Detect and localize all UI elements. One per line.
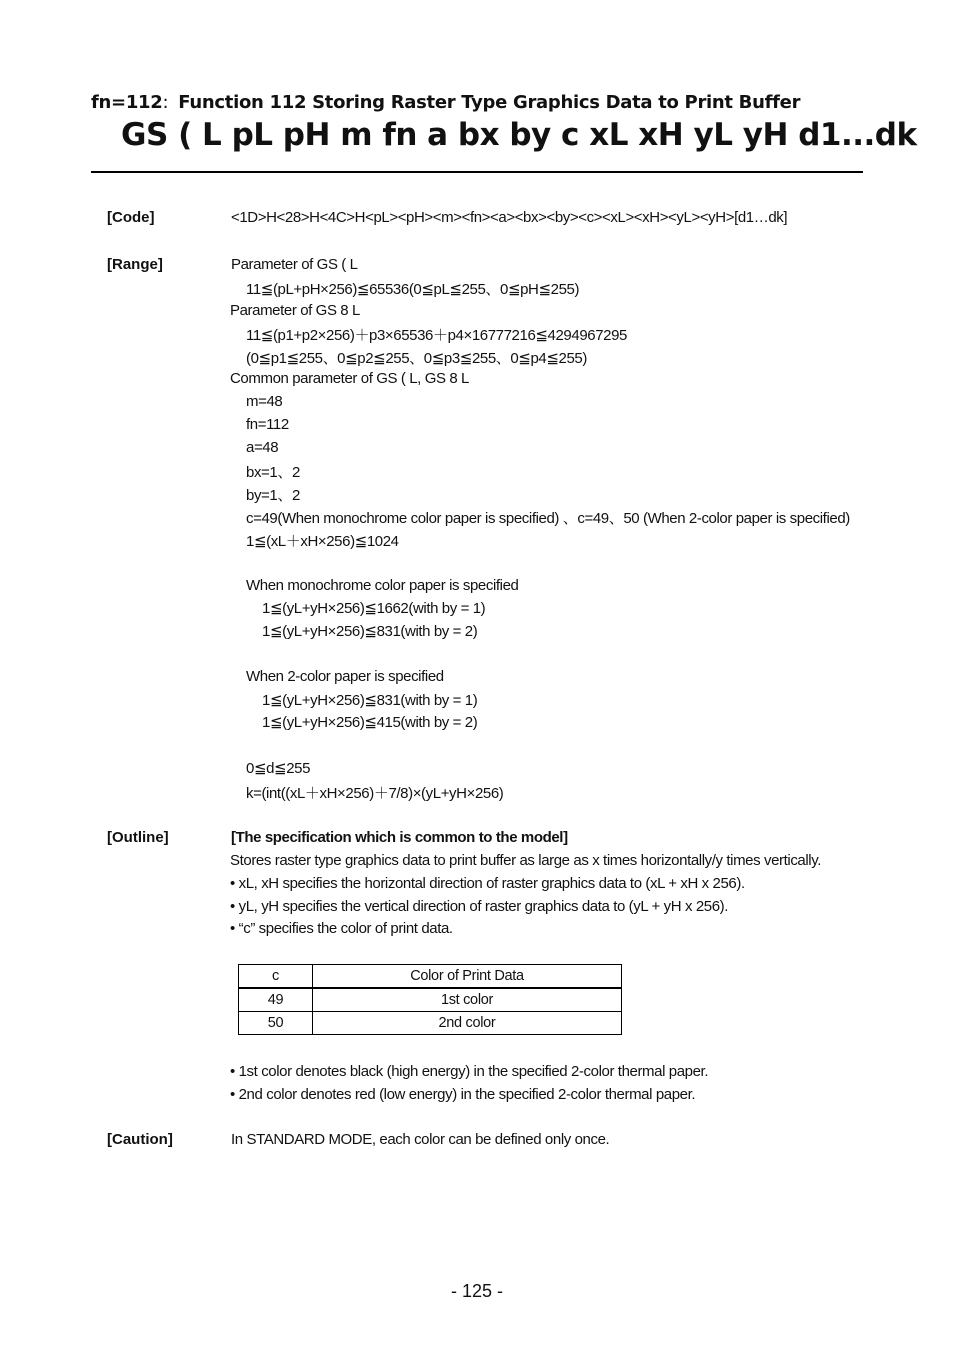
table-cell: 50 (239, 1012, 313, 1035)
outline-label: [Outline] (107, 829, 169, 846)
range-line: 1≦(yL+yH×256)≦831(with by = 2) (262, 623, 478, 640)
range-line: fn=112 (246, 416, 289, 433)
range-line: Parameter of GS 8 L (230, 302, 360, 319)
range-line: (0≦p1≦255、0≦p2≦255、0≦p3≦255、0≦p4≦255) (246, 350, 587, 367)
table-cell: 49 (239, 988, 313, 1012)
table-cell: 2nd color (313, 1012, 622, 1035)
range-line: 1≦(yL+yH×256)≦831(with by = 1) (262, 692, 478, 709)
range-line: 1≦(yL+yH×256)≦1662(with by = 1) (262, 600, 486, 617)
code-label: [Code] (107, 209, 155, 226)
table-row (239, 988, 622, 1012)
outline-line: • xL, xH specifies the horizontal direction of raster graphics data to (xL + xH x 256). (230, 875, 745, 892)
range-line: k=(int((xL＋xH×256)＋7/8)×(yL+yH×256) (246, 785, 504, 802)
outline-heading: [The specification which is common to the model] (231, 829, 568, 846)
range-line: a=48 (246, 439, 279, 456)
outline-line: • yL, yH specifies the vertical direction of raster graphics data to (yL + yH x 256). (230, 898, 729, 915)
table-header-row (239, 965, 622, 989)
range-line: When 2-color paper is specified (246, 668, 444, 685)
separator: : (162, 92, 169, 113)
range-line: bx=1、2 (246, 464, 300, 481)
color-table (238, 964, 622, 1035)
table-cell: 1st color (313, 988, 622, 1012)
command-title: GS ( L pL pH m fn a bx by c xL xH yL yH d1...dk (121, 117, 917, 153)
range-line: 1≦(xL＋xH×256)≦1024 (246, 533, 399, 550)
caution-text: In STANDARD MODE, each color can be defined only once. (231, 1131, 610, 1148)
range-label: [Range] (107, 256, 163, 273)
outline-note: • 1st color denotes black (high energy) in the specified 2-color thermal paper. (230, 1063, 709, 1080)
range-line: c=49(When monochrome color paper is specified) 、c=49、50 (When 2-color paper is specified) (246, 510, 850, 527)
range-line: 11≦(p1+p2×256)＋p3×65536＋p4×16777216≦4294967295 (246, 327, 627, 344)
outline-line: Stores raster type graphics data to print buffer as large as x times horizontally/y times vertically. (230, 852, 821, 869)
outline-note: • 2nd color denotes red (low energy) in the specified 2-color thermal paper. (230, 1086, 696, 1103)
code-value: <1D>H<28>H<4C>H<pL><pH><m><fn><a><bx><by><c><xL><xH><yL><yH>[d1…dk] (231, 209, 788, 226)
function-number: fn=112 (91, 92, 163, 113)
table-header-cell: c (239, 965, 313, 989)
table-row (239, 1012, 622, 1035)
function-description: Function 112 Storing Raster Type Graphics Data to Print Buffer (178, 92, 801, 113)
outline-line: • “c” specifies the color of print data. (230, 920, 453, 937)
page-number: - 125 - (450, 1281, 504, 1301)
range-line: by=1、2 (246, 487, 300, 504)
range-line: 11≦(pL+pH×256)≦65536(0≦pL≦255、0≦pH≦255) (246, 281, 580, 298)
title-rule (91, 171, 863, 173)
function-subtitle (91, 92, 800, 113)
range-line: m=48 (246, 393, 283, 410)
range-line: 1≦(yL+yH×256)≦415(with by = 2) (262, 714, 478, 731)
range-line: 0≦d≦255 (246, 760, 311, 777)
caution-label: [Caution] (107, 1131, 173, 1148)
range-line: Common parameter of GS ( L, GS 8 L (230, 370, 469, 387)
table-header-cell: Color of Print Data (313, 965, 622, 989)
range-line: When monochrome color paper is specified (246, 577, 519, 594)
range-line: Parameter of GS ( L (231, 256, 358, 273)
